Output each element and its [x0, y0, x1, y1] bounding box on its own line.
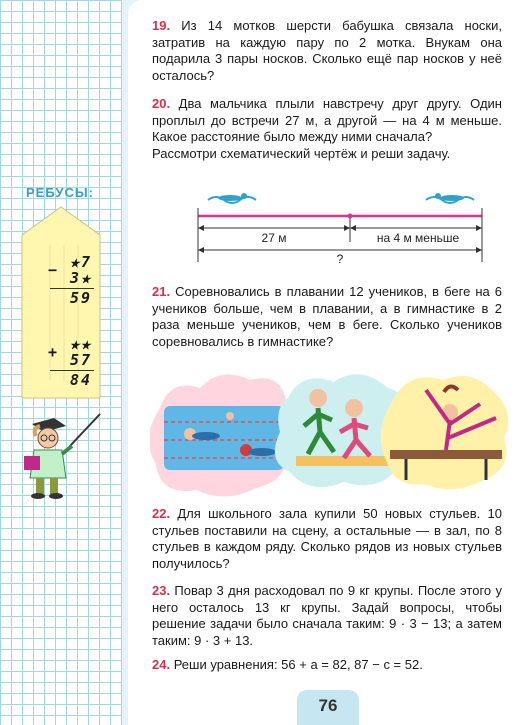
teacher-illustration: [14, 408, 104, 500]
rebus-row: ★7: [69, 253, 92, 271]
swimming-scene: [150, 375, 294, 497]
problem-number: 24.: [152, 657, 171, 672]
problem-19: [152, 18, 502, 84]
meeting-point: [348, 214, 353, 219]
rebus-card: [20, 205, 102, 400]
problem-22: [152, 506, 502, 572]
right-segment-label: на 4 м меньше: [376, 231, 460, 245]
problem-number: 21.: [152, 284, 171, 299]
rebus-title: РЕБУСЫ:: [26, 185, 94, 200]
rebus-row: 57: [69, 351, 92, 369]
left-segment-label: 27 м: [261, 231, 287, 245]
sports-illustration: [150, 368, 510, 498]
problem-text: Для школьного зала купили 50 новых стульев. 10 стульев поставили на сцену, а остальные — в зал, по 8 стульев в каждом ряду. Сколько рядов из новых стульев получилось?: [152, 506, 502, 571]
rebus-row: 3★: [69, 269, 92, 287]
rebus-result: 84: [69, 371, 92, 389]
rebus-result: 59: [69, 289, 92, 307]
problem-text: Соревновались в плавании 12 учеников, в беге на 6 учеников больше, чем в плавании, а в гимнастике в 2 раза меньше учеников, чем в беге. Сколько учеников соревновались в гимнастике?: [152, 284, 502, 349]
problem-23: [152, 583, 502, 649]
problem-text: Повар 3 дня расходовал по 9 кг крупы. После этого у него осталось 13 кг крупы. Задай вопросы, чтобы решение задачи было сначала таким: 9 · 3 − 13; а затем таким: 9 · 3 + 13.: [152, 583, 502, 648]
problem-instruction: Рассмотри схематический чертёж и реши задачу.: [152, 145, 451, 161]
swim-diagram: [190, 188, 490, 266]
problem-text: Из 14 мотков шерсти бабушка связала носки, затратив на каждую пару по 2 мотка. Внукам она подарила 3 пары носков. Сколько ещё пар носков у неё осталось?: [152, 18, 502, 83]
swimmer-right-icon: [426, 193, 474, 203]
rebus-op-minus: −: [48, 261, 58, 279]
gymnastics-scene: [381, 376, 509, 489]
total-label: ?: [336, 252, 344, 266]
problem-number: 19.: [152, 18, 171, 33]
problem-21: [152, 284, 502, 350]
problem-number: 23.: [152, 583, 171, 598]
problem-text: Два мальчика плыли навстречу друг другу. Один проплыл до встречи 27 м, а другой — на 4 м меньше. Какое расстояние было между ними сначала?: [152, 96, 502, 144]
swimmer-left-icon: [208, 193, 256, 203]
page-number: 76: [297, 690, 359, 725]
rebus-subtraction: [48, 253, 96, 309]
problem-number: 22.: [152, 506, 171, 521]
problem-24: [152, 657, 502, 674]
problem-20: [152, 96, 502, 162]
rebus-row: ★★: [69, 335, 92, 353]
problem-text: Реши уравнения: 56 + a = 82, 87 − c = 52.: [173, 657, 423, 672]
rebus-addition: [48, 335, 96, 391]
rebus-op-plus: +: [48, 343, 58, 361]
problem-number: 20.: [152, 96, 171, 111]
